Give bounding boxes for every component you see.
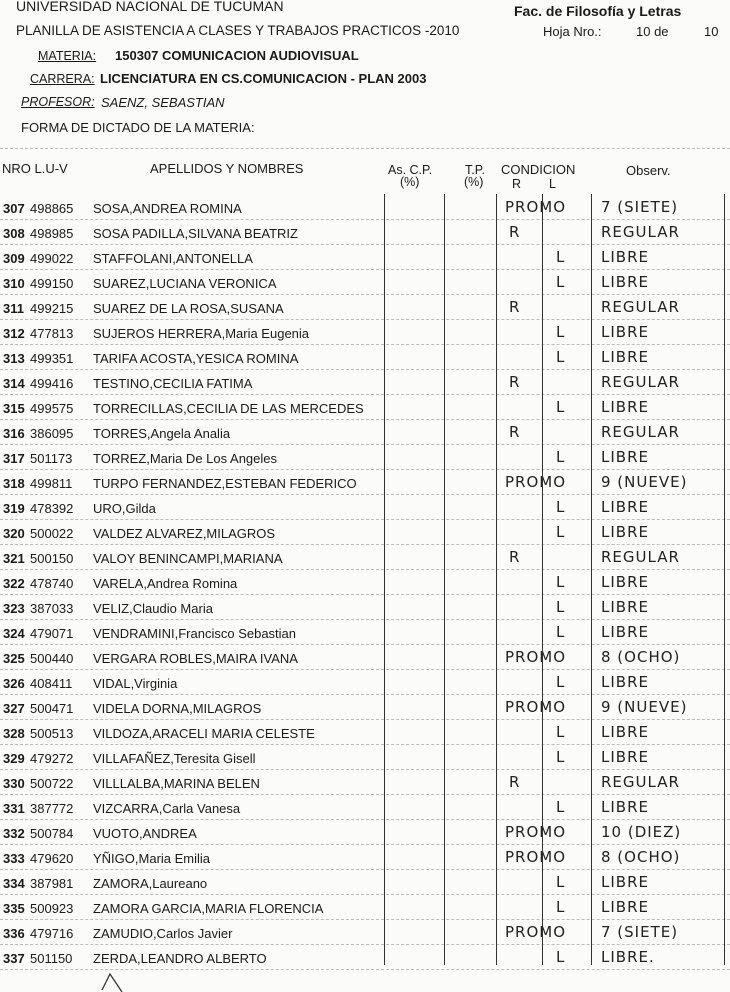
row-observ: REGULAR	[601, 548, 680, 566]
row-lu: 479071	[30, 626, 74, 641]
row-condicion: L	[556, 248, 566, 266]
row-observ: LIBRE	[601, 398, 649, 416]
row-nro: 311	[3, 301, 24, 316]
row-nro: 323	[3, 601, 25, 616]
hoja-label: Hoja Nro.:	[543, 24, 602, 39]
row-name: SUAREZ DE LA ROSA,SUSANA	[93, 301, 284, 316]
row-separator	[0, 669, 730, 670]
row-name: VALDEZ ALVAREZ,MILAGROS	[93, 526, 276, 541]
row-condicion: L	[556, 348, 566, 366]
row-lu: 500513	[30, 726, 74, 741]
row-name: TURPO FERNANDEZ,ESTEBAN FEDERICO	[93, 476, 357, 491]
row-lu: 477813	[30, 326, 74, 341]
row-observ: REGULAR	[601, 773, 680, 791]
row-lu: 479716	[30, 926, 74, 941]
row-lu: 500022	[30, 526, 74, 541]
row-nro: 330	[3, 776, 25, 791]
row-nro: 328	[3, 726, 25, 741]
row-observ: LIBRE	[601, 248, 649, 266]
row-condicion: L	[556, 898, 566, 916]
row-lu: 478392	[30, 501, 74, 516]
row-separator	[0, 944, 730, 945]
row-separator	[0, 294, 730, 295]
col-ascp-pct: (%)	[400, 175, 420, 189]
row-condicion: L	[556, 598, 566, 616]
row-separator	[0, 494, 730, 495]
row-separator	[0, 719, 730, 720]
materia-value: 150307 COMUNICACION AUDIOVISUAL	[115, 48, 359, 63]
row-name: YÑIGO,Maria Emilia	[93, 851, 211, 866]
column-line	[591, 194, 592, 965]
carrera-value: LICENCIATURA EN CS.COMUNICACION - PLAN 2003	[100, 71, 427, 86]
column-line	[444, 194, 445, 965]
col-ascp: As. C.P.	[388, 163, 433, 177]
row-nro: 337	[3, 951, 25, 966]
column-line	[724, 194, 725, 965]
row-separator	[0, 419, 730, 420]
row-separator	[0, 594, 730, 595]
row-name: VIDAL,Virginia	[93, 676, 178, 691]
row-name: ZAMORA,Laureano	[93, 876, 208, 891]
forma-dictado-label: FORMA DE DICTADO DE LA MATERIA:	[21, 120, 255, 135]
row-lu: 499575	[30, 401, 74, 416]
row-nro: 316	[3, 426, 25, 441]
row-nro: 308	[3, 226, 25, 241]
row-observ: LIBRE	[601, 498, 649, 516]
row-separator	[0, 244, 730, 245]
row-nro: 312	[3, 326, 25, 341]
profesor-label: PROFESOR:	[21, 95, 95, 109]
row-separator	[0, 344, 730, 345]
row-name: VUOTO,ANDREA	[93, 826, 197, 841]
row-lu: 387772	[30, 801, 74, 816]
planilla-title: PLANILLA DE ASISTENCIA A CLASES Y TRABAJOS PRACTICOS -2010	[16, 23, 460, 38]
row-condicion: L	[556, 723, 566, 741]
row-separator	[0, 769, 730, 770]
row-lu: 479620	[30, 851, 74, 866]
row-condicion: L	[556, 673, 566, 691]
row-name: TORRES,Angela Analia	[93, 426, 231, 441]
column-line	[542, 194, 543, 965]
row-lu: 500923	[30, 901, 74, 916]
row-name: VILDOZA,ARACELI MARIA CELESTE	[93, 726, 315, 741]
row-name: VILLAFAÑEZ,Teresita Gisell	[93, 751, 256, 766]
row-name: VILLLALBA,MARINA BELEN	[93, 776, 260, 791]
row-condicion: L	[556, 573, 566, 591]
row-separator	[0, 894, 730, 895]
row-name: VENDRAMINI,Francisco Sebastian	[93, 626, 297, 641]
row-observ: LIBRE	[601, 748, 649, 766]
row-condicion: PROMO	[505, 698, 567, 716]
row-nro: 324	[3, 626, 25, 641]
col-nombres: APELLIDOS Y NOMBRES	[150, 161, 304, 176]
col-cond-r: R	[512, 177, 522, 191]
row-observ: LIBRE	[601, 623, 649, 641]
row-observ: LIBRE	[601, 723, 649, 741]
row-separator	[0, 519, 730, 520]
row-condicion: L	[556, 523, 566, 541]
row-name: TORREZ,Maria De Los Angeles	[93, 451, 277, 466]
row-observ: REGULAR	[601, 423, 680, 441]
row-name: ZAMUDIO,Carlos Javier	[93, 926, 233, 941]
row-name: SUAREZ,LUCIANA VERONICA	[93, 276, 277, 291]
col-tp-pct: (%)	[464, 175, 484, 189]
row-observ: LIBRE	[601, 323, 649, 341]
col-tp: T.P.	[465, 163, 485, 177]
row-nro: 315	[3, 401, 25, 416]
row-condicion: R	[509, 548, 521, 566]
faculty-name: Fac. de Filosofía y Letras	[514, 3, 682, 19]
row-condicion: R	[509, 223, 521, 241]
row-name: ZERDA,LEANDRO ALBERTO	[93, 951, 267, 966]
row-lu: 500722	[30, 776, 74, 791]
profesor-value: SAENZ, SEBASTIAN	[101, 95, 225, 110]
hoja-current: 10 de	[636, 24, 669, 39]
row-nro: 333	[3, 851, 25, 866]
row-separator	[0, 819, 730, 820]
row-name: VARELA,Andrea Romina	[93, 576, 238, 591]
row-condicion: L	[556, 873, 566, 891]
row-nro: 336	[3, 926, 25, 941]
row-condicion: PROMO	[505, 923, 567, 941]
row-separator	[0, 919, 730, 920]
row-observ: 9 (NUEVE)	[601, 698, 688, 716]
row-observ: LIBRE	[601, 873, 649, 891]
row-lu: 498865	[30, 201, 74, 216]
row-lu: 499351	[30, 351, 74, 366]
row-observ: LIBRE	[601, 673, 649, 691]
row-nro: 318	[3, 476, 25, 491]
row-nro: 329	[3, 751, 25, 766]
row-separator	[0, 744, 730, 745]
row-lu: 387033	[30, 601, 74, 616]
row-separator	[0, 644, 730, 645]
row-observ: 9 (NUEVE)	[601, 473, 688, 491]
row-nro: 322	[3, 576, 25, 591]
row-condicion: PROMO	[505, 198, 567, 216]
row-name: VERGARA ROBLES,MAIRA IVANA	[93, 651, 298, 666]
row-condicion: L	[556, 323, 566, 341]
row-observ: LIBRE	[601, 348, 649, 366]
row-condicion: L	[556, 448, 566, 466]
row-name: SUJEROS HERRERA,Maria Eugenia	[93, 326, 310, 341]
row-separator	[0, 444, 730, 445]
row-nro: 320	[3, 526, 25, 541]
row-condicion: PROMO	[505, 848, 567, 866]
row-nro: 310	[3, 276, 25, 291]
row-nro: 307	[3, 201, 25, 216]
row-name: VIDELA DORNA,MILAGROS	[93, 701, 262, 716]
row-observ: REGULAR	[601, 223, 680, 241]
row-name: VIZCARRA,Carla Vanesa	[93, 801, 241, 816]
carrera-label: CARRERA:	[30, 72, 95, 86]
row-nro: 326	[3, 676, 25, 691]
row-separator	[0, 469, 730, 470]
row-condicion: R	[509, 298, 521, 316]
row-lu: 498985	[30, 226, 74, 241]
row-lu: 500784	[30, 826, 74, 841]
row-name: TESTINO,CECILIA FATIMA	[93, 376, 253, 391]
materia-label: MATERIA:	[38, 49, 97, 63]
row-lu: 499215	[30, 301, 74, 316]
row-condicion: L	[556, 798, 566, 816]
row-separator	[0, 844, 730, 845]
row-lu: 500440	[30, 651, 74, 666]
row-separator	[0, 369, 730, 370]
row-observ: LIBRE	[601, 273, 649, 291]
row-condicion: R	[509, 423, 521, 441]
column-line	[496, 194, 497, 965]
row-lu: 501150	[30, 951, 73, 966]
row-name: ZAMORA GARCIA,MARIA FLORENCIA	[93, 901, 324, 916]
row-separator	[0, 794, 730, 795]
row-lu: 479272	[30, 751, 74, 766]
row-condicion: PROMO	[505, 823, 567, 841]
row-condicion: L	[556, 748, 566, 766]
row-lu: 386095	[30, 426, 74, 441]
row-separator	[0, 569, 730, 570]
row-nro: 325	[3, 651, 25, 666]
row-lu: 500150	[30, 551, 74, 566]
row-nro: 321	[3, 551, 25, 566]
row-nro: 334	[3, 876, 25, 891]
col-observ: Observ.	[626, 163, 671, 178]
row-lu: 499022	[30, 251, 74, 266]
row-observ: LIBRE.	[601, 948, 655, 966]
row-lu: 499811	[30, 476, 73, 491]
row-condicion: L	[556, 948, 566, 966]
row-nro: 327	[3, 701, 25, 716]
row-name: VELIZ,Claudio Maria	[93, 601, 213, 616]
column-line	[384, 194, 385, 965]
row-observ: 8 (OCHO)	[601, 648, 681, 666]
col-condicion: CONDICION	[501, 162, 576, 177]
pen-mark	[98, 970, 128, 992]
row-separator	[0, 394, 730, 395]
row-observ: REGULAR	[601, 373, 680, 391]
col-nro-lu: NRO L.U-V	[2, 161, 68, 176]
row-condicion: PROMO	[505, 473, 567, 491]
row-observ: 7 (SIETE)	[601, 198, 679, 216]
row-separator	[0, 694, 730, 695]
row-name: SOSA PADILLA,SILVANA BEATRIZ	[93, 226, 298, 241]
row-observ: LIBRE	[601, 573, 649, 591]
row-condicion: L	[556, 623, 566, 641]
row-name: URO,Gilda	[93, 501, 156, 516]
row-nro: 313	[3, 351, 25, 366]
row-nro: 309	[3, 251, 25, 266]
row-nro: 331	[3, 801, 25, 816]
row-separator	[0, 319, 730, 320]
row-lu: 387981	[30, 876, 74, 891]
row-lu: 500471	[30, 701, 74, 716]
row-nro: 319	[3, 501, 25, 516]
row-observ: 7 (SIETE)	[601, 923, 679, 941]
row-name: SOSA,ANDREA ROMINA	[93, 201, 242, 216]
hoja-total: 10	[704, 24, 719, 39]
row-condicion: R	[509, 373, 521, 391]
row-separator	[0, 269, 730, 270]
row-separator	[0, 869, 730, 870]
row-observ: LIBRE	[601, 523, 649, 541]
row-condicion: L	[556, 273, 566, 291]
row-lu: 501173	[30, 451, 73, 466]
row-observ: 8 (OCHO)	[601, 848, 681, 866]
row-observ: 10 (DIEZ)	[601, 823, 682, 841]
row-name: TORRECILLAS,CECILIA DE LAS MERCEDES	[93, 401, 364, 416]
row-nro: 332	[3, 826, 25, 841]
row-observ: LIBRE	[601, 598, 649, 616]
row-name: VALOY BENINCAMPI,MARIANA	[93, 551, 283, 566]
row-separator	[0, 619, 730, 620]
row-observ: REGULAR	[601, 298, 680, 316]
row-separator	[0, 219, 730, 220]
row-condicion: R	[509, 773, 521, 791]
row-condicion: L	[556, 398, 566, 416]
row-condicion: L	[556, 498, 566, 516]
row-lu: 499416	[30, 376, 74, 391]
university-name: UNIVERSIDAD NACIONAL DE TUCUMAN	[16, 0, 284, 14]
row-name: STAFFOLANI,ANTONELLA	[93, 251, 253, 266]
row-name: TARIFA ACOSTA,YESICA ROMINA	[93, 351, 299, 366]
row-observ: LIBRE	[601, 898, 649, 916]
row-lu: 499150	[30, 276, 74, 291]
row-nro: 335	[3, 901, 25, 916]
row-observ: LIBRE	[601, 798, 649, 816]
row-separator	[0, 544, 730, 545]
row-condicion: PROMO	[505, 648, 567, 666]
col-cond-l: L	[549, 177, 556, 191]
row-nro: 314	[3, 376, 25, 391]
row-lu: 408411	[30, 676, 73, 691]
row-observ: LIBRE	[601, 448, 649, 466]
row-lu: 478740	[30, 576, 74, 591]
header-divider	[0, 148, 730, 149]
row-nro: 317	[3, 451, 25, 466]
